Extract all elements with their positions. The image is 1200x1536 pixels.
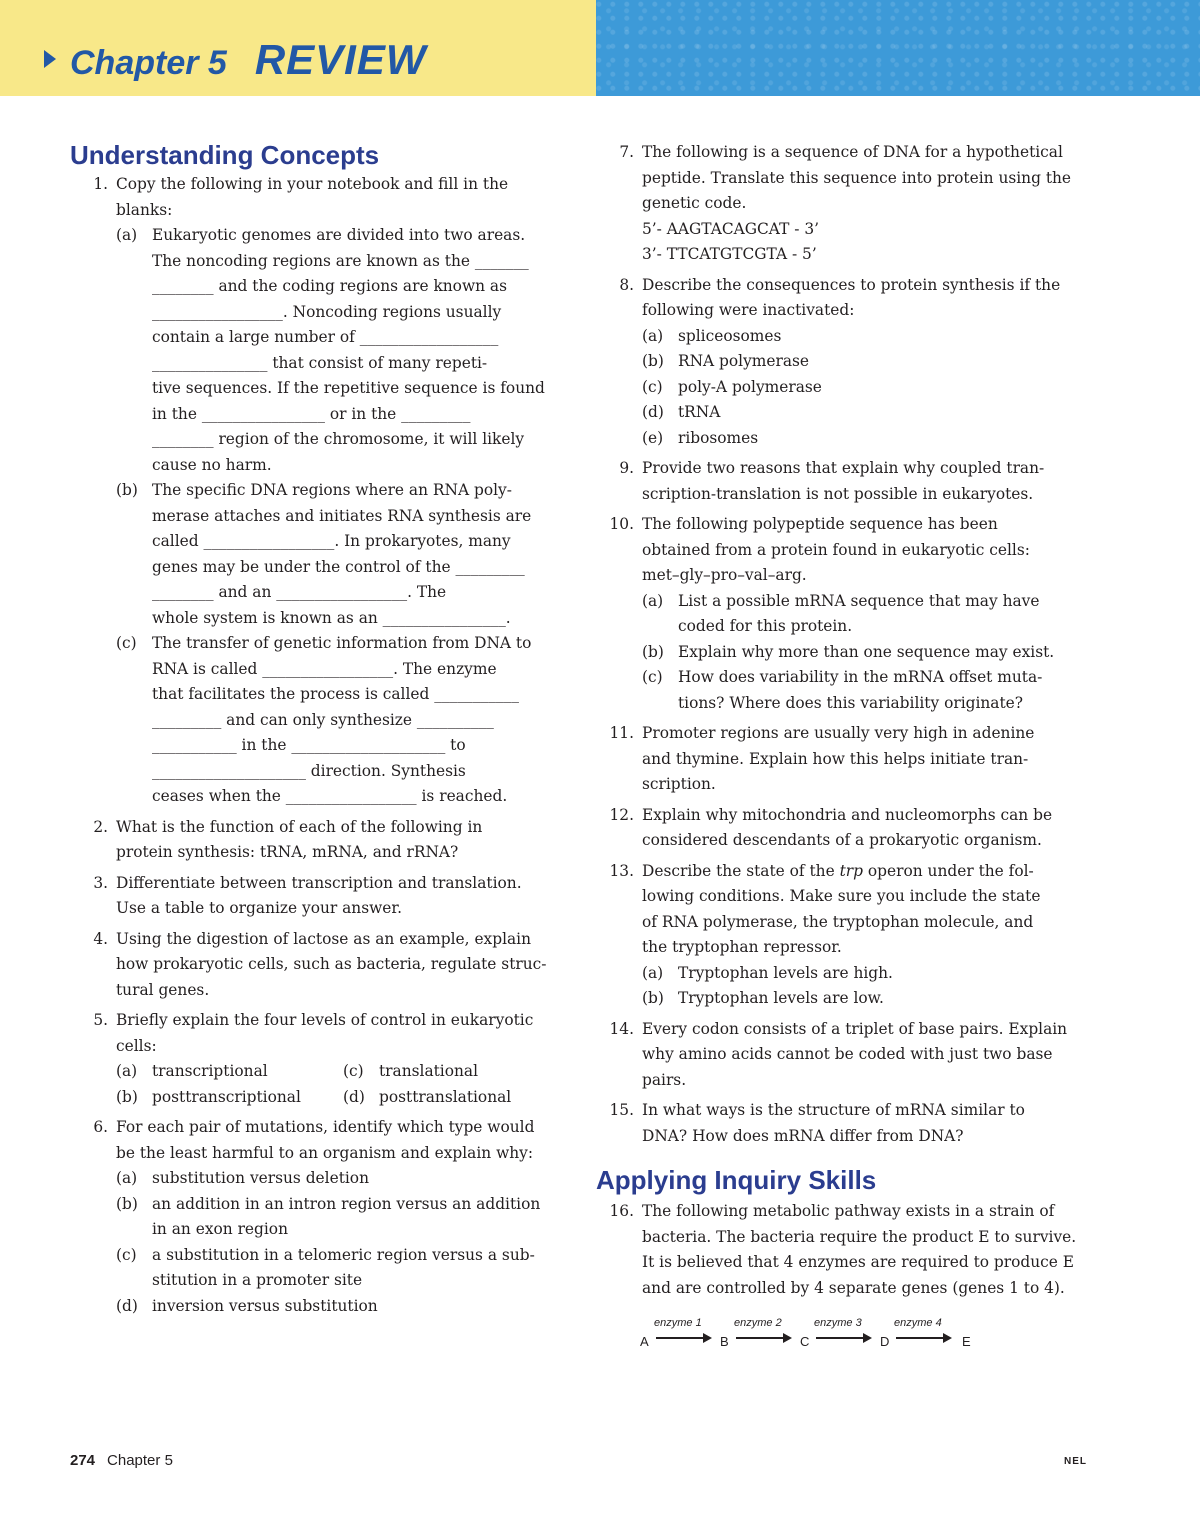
question-text: obtained from a protein found in eukaryotic cells: (642, 540, 1030, 559)
sub-label: (c) (642, 377, 663, 396)
question-15 (596, 1098, 1088, 1149)
pathway-node-c: C (800, 1334, 810, 1349)
question-text: considered descendants of a prokaryotic organism. (642, 831, 1042, 849)
question-9 (596, 456, 1088, 507)
pathway-arrow-icon (816, 1337, 868, 1339)
question-number: 6. (93, 1118, 108, 1136)
sub-text: spliceosomes (678, 326, 782, 345)
question-8 (596, 273, 1088, 452)
sub-text: an addition in an intron region versus an addition (152, 1194, 541, 1213)
sub-label: (a) (642, 963, 664, 982)
sub-text: contain a large number of __________________ (152, 328, 499, 346)
chapter-label: Chapter 5 (70, 44, 227, 82)
sub-label: (a) (116, 1062, 138, 1080)
trp-italic: trp (839, 861, 863, 880)
question-text: scription-translation is not possible in eukaryotes. (642, 484, 1034, 503)
sub-label: (a) (116, 226, 138, 244)
sub-label: (c) (642, 668, 663, 686)
footer-chapter: Chapter 5 (107, 1452, 173, 1469)
question-text: met–gly–pro–val–arg. (642, 566, 807, 584)
metabolic-pathway (640, 1311, 1088, 1351)
question-number: 9. (619, 459, 634, 477)
sub-text: coded for this protein. (678, 617, 853, 635)
enzyme-label-2: enzyme 2 (734, 1317, 782, 1329)
question-number: 8. (619, 275, 634, 294)
question-text: why amino acids cannot be coded with just two base (642, 1045, 1053, 1063)
question-13a (642, 961, 1088, 987)
question-16 (596, 1199, 1088, 1301)
sub-label: (c) (116, 634, 137, 652)
option-a (116, 1059, 343, 1085)
sub-text: ceases when the _________________ is reached. (152, 787, 508, 805)
question-text: Describe the consequences to protein synthesis if the (642, 275, 1061, 294)
question-12 (596, 803, 1088, 854)
question-text: Every codon consists of a triplet of base pairs. Explain (642, 1019, 1068, 1038)
question-text: protein synthesis: tRNA, mRNA, and rRNA? (116, 843, 459, 861)
sub-text: a substitution in a telomeric region versus a sub- (152, 1245, 535, 1264)
question-text: It is believed that 4 enzymes are required to produce E (642, 1253, 1075, 1271)
sub-text: tRNA (678, 403, 721, 421)
sub-label: (b) (116, 481, 138, 499)
sub-text: transcriptional (152, 1062, 268, 1080)
question-14 (596, 1017, 1088, 1094)
question-number: 13. (609, 861, 634, 880)
question-number: 15. (609, 1101, 634, 1119)
question-number: 16. (609, 1202, 634, 1220)
sub-text: in an exon region (152, 1220, 288, 1238)
question-8a (642, 324, 1088, 350)
question-text-post: operon under the fol- (863, 861, 1034, 880)
question-3 (70, 871, 570, 922)
question-1b (116, 478, 570, 631)
sub-text: translational (379, 1062, 479, 1080)
sub-text: posttranscriptional (152, 1087, 301, 1106)
sub-label: (b) (116, 1194, 138, 1213)
question-13b (642, 986, 1088, 1012)
question-text: Copy the following in your notebook and fill in the (116, 175, 509, 193)
sub-text: _________ and can only synthesize __________ (152, 710, 494, 729)
question-text: cells: (116, 1036, 157, 1055)
question-text: Promoter regions are usually very high in adenine (642, 724, 1035, 742)
sub-label: (a) (116, 1169, 138, 1187)
question-7 (596, 140, 1088, 268)
dna-sequence-5-to-3: 5’- AAGTACAGCAT - 3’ (642, 219, 820, 238)
sub-text: The noncoding regions are known as the _______ (152, 251, 529, 270)
sub-label: (c) (116, 1245, 137, 1264)
question-text: peptide. Translate this sequence into protein using the (642, 168, 1072, 187)
question-8c (642, 375, 1088, 401)
question-10a (642, 589, 1088, 640)
pathway-arrow-icon (736, 1337, 788, 1339)
sub-text: Tryptophan levels are high. (678, 963, 893, 982)
question-text (642, 859, 1088, 885)
question-text: scription. (642, 775, 716, 793)
question-text: Differentiate between transcription and translation. (116, 873, 522, 892)
dna-sequence-3-to-5: 3’- TTCATGTCGTA - 5’ (642, 245, 817, 263)
question-text: the tryptophan repressor. (642, 938, 842, 956)
sub-text: genes may be under the control of the _________ (152, 557, 525, 576)
sub-text: stitution in a promoter site (152, 1271, 363, 1289)
sub-label: (a) (642, 591, 664, 610)
triangle-bullet-icon (44, 50, 56, 68)
sub-text: that facilitates the process is called ___________ (152, 685, 519, 703)
question-number: 12. (609, 805, 634, 824)
chapter-header (44, 36, 427, 84)
question-6b (116, 1192, 570, 1243)
sub-label: (d) (343, 1087, 365, 1106)
question-number: 4. (93, 929, 108, 948)
sub-text: The transfer of genetic information from DNA to (152, 634, 532, 652)
sub-label: (b) (116, 1087, 138, 1106)
header-band-blue (596, 0, 1200, 96)
pathway-node-a: A (640, 1334, 649, 1349)
question-text: Explain why mitochondria and nucleomorphs can be (642, 805, 1053, 824)
question-text: The following metabolic pathway exists in a strain of (642, 1202, 1055, 1220)
question-number: 3. (93, 873, 108, 892)
question-text: be the least harmful to an organism and explain why: (116, 1143, 534, 1162)
options-row (116, 1085, 570, 1111)
question-4 (70, 927, 570, 1004)
question-number: 11. (609, 724, 634, 742)
option-d (343, 1085, 570, 1111)
publisher-mark: NEL (1064, 1456, 1087, 1467)
sub-text: substitution versus deletion (152, 1169, 369, 1187)
question-text: DNA? How does mRNA differ from DNA? (642, 1126, 964, 1145)
question-text: The following polypeptide sequence has been (642, 515, 998, 533)
question-text: Briefly explain the four levels of control in eukaryotic (116, 1011, 534, 1029)
options-row (116, 1059, 570, 1085)
section-heading-understanding: Understanding Concepts (70, 140, 380, 170)
question-text: Using the digestion of lactose as an example, explain (116, 929, 532, 948)
enzyme-label-1: enzyme 1 (654, 1317, 702, 1329)
sub-text: RNA polymerase (678, 352, 810, 370)
sub-text: ________ region of the chromosome, it will likely (152, 430, 525, 448)
page-number: 274 (70, 1452, 96, 1469)
sub-text: called _________________. In prokaryotes, many (152, 532, 511, 550)
question-text: Provide two reasons that explain why coupled tran- (642, 459, 1045, 477)
question-5 (70, 1008, 570, 1110)
question-text: For each pair of mutations, identify which type would (116, 1118, 535, 1136)
question-text: blanks: (116, 200, 173, 219)
pathway-node-e: E (962, 1334, 971, 1349)
question-text: how prokaryotic cells, such as bacteria, regulate struc- (116, 955, 547, 973)
sub-text: How does variability in the mRNA offset muta- (678, 668, 1043, 686)
sub-label: (e) (642, 428, 664, 447)
question-1a (116, 223, 570, 478)
pathway-arrow-icon (656, 1337, 708, 1339)
sub-label: (a) (642, 326, 664, 345)
sub-text: tions? Where does this variability originate? (678, 693, 1024, 712)
question-8e (642, 426, 1088, 452)
sub-text: Explain why more than one sequence may exist. (678, 642, 1055, 661)
question-1 (70, 172, 570, 810)
question-number: 14. (609, 1019, 634, 1038)
sub-text: merase attaches and initiates RNA synthesis are (152, 506, 532, 525)
option-b (116, 1085, 343, 1111)
sub-text: Eukaryotic genomes are divided into two areas. (152, 226, 526, 244)
sub-text: poly-A polymerase (678, 377, 822, 396)
question-10b (642, 640, 1088, 666)
question-6 (70, 1115, 570, 1319)
question-number: 2. (93, 817, 108, 836)
sub-text: cause no harm. (152, 455, 272, 474)
question-text: lowing conditions. Make sure you include the state (642, 887, 1041, 905)
sub-text: inversion versus substitution (152, 1296, 378, 1315)
sub-label: (b) (642, 989, 664, 1007)
question-8d (642, 400, 1088, 426)
question-6c (116, 1243, 570, 1294)
page-footer (70, 1452, 173, 1469)
question-text: In what ways is the structure of mRNA similar to (642, 1101, 1025, 1119)
question-number: 1. (93, 175, 108, 193)
sub-text: The specific DNA regions where an RNA poly- (152, 481, 512, 499)
question-2 (70, 815, 570, 866)
question-text: following were inactivated: (642, 301, 855, 319)
question-text: tural genes. (116, 980, 210, 999)
question-8b (642, 349, 1088, 375)
question-text: of RNA polymerase, the tryptophan molecule, and (642, 912, 1034, 931)
sub-text: posttranslational (379, 1087, 512, 1106)
question-10 (596, 512, 1088, 716)
question-1c (116, 631, 570, 810)
review-label: REVIEW (254, 36, 427, 83)
pathway-arrow-icon (896, 1337, 948, 1339)
question-text-pre: Describe the state of the (642, 861, 840, 880)
sub-text: _______________ that consist of many repeti- (152, 353, 488, 372)
sub-text: ________ and the coding regions are known as (152, 277, 507, 295)
question-text: What is the function of each of the following in (116, 817, 483, 836)
sub-label: (b) (642, 642, 664, 661)
left-column (70, 138, 570, 1324)
sub-label: (b) (642, 352, 664, 370)
sub-text: _________________. Noncoding regions usually (152, 302, 502, 321)
question-6d (116, 1294, 570, 1320)
section-heading-inquiry: Applying Inquiry Skills (596, 1165, 877, 1195)
question-text: The following is a sequence of DNA for a hypothetical (642, 143, 1063, 161)
sub-text: ____________________ direction. Synthesis (152, 761, 466, 780)
question-10c (642, 665, 1088, 716)
question-text: and thymine. Explain how this helps initiate tran- (642, 749, 1029, 768)
enzyme-label-3: enzyme 3 (814, 1317, 862, 1329)
question-11 (596, 721, 1088, 798)
question-number: 10. (609, 515, 634, 533)
sub-label: (d) (116, 1296, 138, 1315)
sub-text: Tryptophan levels are low. (678, 989, 884, 1007)
sub-text: ribosomes (678, 428, 759, 447)
sub-text: RNA is called _________________. The enzyme (152, 659, 497, 678)
sub-text: whole system is known as an ________________. (152, 608, 511, 627)
question-text: Use a table to organize your answer. (116, 899, 402, 917)
pathway-node-b: B (720, 1334, 729, 1349)
right-column (596, 140, 1088, 1351)
question-6a (116, 1166, 570, 1192)
question-number: 5. (93, 1011, 108, 1029)
sub-text: List a possible mRNA sequence that may have (678, 591, 1040, 610)
question-text: and are controlled by 4 separate genes (genes 1 to 4). (642, 1278, 1065, 1297)
question-number: 7. (619, 143, 634, 161)
sub-text: ___________ in the ____________________ to (152, 736, 466, 754)
question-text: pairs. (642, 1070, 687, 1089)
option-c (343, 1059, 570, 1085)
sub-text: ________ and an _________________. The (152, 583, 447, 601)
pathway-node-d: D (880, 1334, 890, 1349)
sub-text: tive sequences. If the repetitive sequence is found (152, 379, 545, 397)
question-text: genetic code. (642, 194, 747, 212)
sub-label: (d) (642, 403, 664, 421)
question-13 (596, 859, 1088, 1012)
sub-text: in the ________________ or in the _________ (152, 404, 471, 423)
sub-label: (c) (343, 1062, 364, 1080)
question-text: bacteria. The bacteria require the product E to survive. (642, 1227, 1077, 1246)
enzyme-label-4: enzyme 4 (894, 1317, 942, 1329)
